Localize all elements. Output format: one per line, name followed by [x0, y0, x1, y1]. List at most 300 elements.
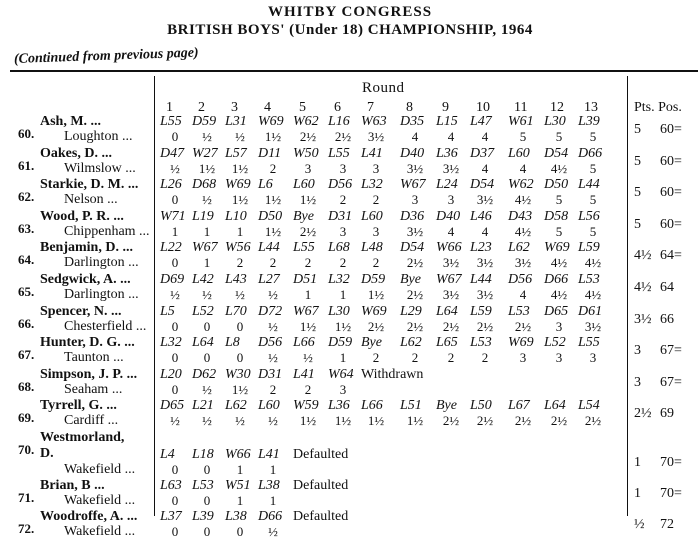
- points-total: 1: [634, 485, 641, 501]
- running-score: 4: [481, 129, 489, 144]
- running-score: 2½: [476, 413, 494, 429]
- round-result: L8: [225, 335, 240, 351]
- running-score: 1½: [334, 318, 352, 334]
- running-score: 0: [236, 350, 244, 366]
- round-result: W69: [258, 114, 284, 129]
- final-position: 60=: [660, 153, 682, 169]
- round-result: L59: [470, 303, 492, 319]
- round-result: W64: [328, 366, 354, 382]
- round-result: L46: [470, 208, 492, 224]
- running-score: 3½: [584, 318, 602, 334]
- running-score: ½: [170, 413, 180, 429]
- round-number: 5: [299, 100, 306, 115]
- running-score: ½: [202, 129, 212, 144]
- running-score: 1: [203, 255, 211, 271]
- running-score: 2½: [299, 223, 317, 239]
- round-result: D36: [400, 208, 425, 224]
- running-score: 2: [372, 255, 380, 271]
- running-score: 2½: [442, 318, 460, 334]
- running-score: 0: [171, 255, 179, 271]
- round-result: L31: [225, 114, 247, 129]
- running-score: 3: [411, 192, 419, 208]
- player-name-cont: D.: [40, 446, 54, 461]
- round-result: L60: [258, 398, 280, 414]
- running-score: ½: [235, 287, 245, 302]
- round-result: L53: [508, 303, 530, 319]
- round-result: L30: [328, 303, 350, 319]
- running-score: 2: [269, 381, 277, 397]
- round-result: L56: [578, 208, 600, 224]
- round-result: D65: [544, 303, 569, 319]
- running-score: ½: [268, 524, 278, 540]
- round-result: L55: [578, 335, 600, 351]
- round-result: L54: [578, 398, 600, 414]
- running-score: 2: [339, 255, 347, 271]
- round-result: L26: [160, 177, 182, 193]
- running-score: ½: [268, 287, 278, 302]
- round-result: D56: [328, 177, 353, 193]
- running-score: 1½: [334, 413, 352, 429]
- round-result: L66: [293, 335, 315, 351]
- points-total: 3½: [634, 311, 652, 327]
- running-score: 4: [447, 129, 455, 144]
- round-result: L29: [400, 303, 422, 319]
- round-result: W62: [508, 177, 534, 193]
- round-result: W62: [293, 114, 319, 129]
- running-score: 1: [171, 223, 179, 239]
- player-town: Darlington ...: [64, 255, 139, 271]
- pts-pos-header: Pts. Pos.: [634, 100, 682, 115]
- running-score: 1: [203, 223, 211, 239]
- round-result: L47: [470, 114, 492, 129]
- round-result: L53: [192, 477, 214, 493]
- running-score: 0: [171, 462, 179, 477]
- round-result: L55: [160, 114, 182, 129]
- round-result: D40: [436, 208, 461, 224]
- round-result: L15: [436, 114, 458, 129]
- round-result: L62: [400, 335, 422, 351]
- final-position: 66: [660, 311, 674, 327]
- round-result: D69: [160, 272, 185, 287]
- running-score: 3½: [476, 192, 494, 208]
- running-score: 3: [304, 160, 312, 176]
- round-result: D56: [258, 335, 283, 351]
- running-score: 3½: [476, 287, 494, 302]
- player-number: 62.: [18, 189, 35, 205]
- final-position: 64=: [660, 248, 682, 264]
- round-result: Bye: [400, 272, 421, 287]
- running-score: 1½: [299, 192, 317, 208]
- points-total: 3: [634, 343, 641, 359]
- running-score: 0: [171, 318, 179, 334]
- player-number: 63.: [18, 220, 35, 236]
- round-result: D59: [192, 114, 217, 129]
- running-score: ½: [235, 129, 245, 144]
- running-score: 1: [339, 287, 347, 302]
- player-number: 71.: [18, 489, 35, 505]
- round-result: L67: [508, 398, 530, 414]
- round-result: L62: [225, 398, 247, 414]
- player-name: Tyrrell, G. ...: [40, 398, 117, 414]
- round-result: L18: [192, 447, 214, 462]
- running-score: 3½: [406, 160, 424, 176]
- round-result: L16: [328, 114, 350, 129]
- running-score: 3: [589, 350, 597, 366]
- round-divider-right: [627, 76, 628, 516]
- round-result: L39: [192, 509, 214, 525]
- running-score: 1½: [264, 129, 282, 144]
- round-result: D50: [544, 177, 569, 193]
- player-town: Taunton ...: [64, 350, 124, 366]
- running-score: 5: [519, 129, 527, 144]
- running-score: 1: [269, 492, 277, 508]
- round-result: W56: [225, 240, 251, 256]
- points-total: 3: [634, 374, 641, 390]
- round-number: 7: [367, 100, 374, 115]
- points-total: 4½: [634, 248, 652, 264]
- running-score: 4½: [550, 287, 568, 302]
- round-number: 4: [264, 100, 271, 115]
- running-score: 2½: [334, 129, 352, 144]
- round-number: 3: [231, 100, 238, 115]
- points-total: 5: [634, 216, 641, 232]
- running-score: 3½: [367, 129, 385, 144]
- player-number: 68.: [18, 378, 35, 394]
- final-position: 64: [660, 280, 674, 295]
- running-score: 2: [339, 192, 347, 208]
- round-number: 2: [198, 100, 205, 115]
- round-result: D37: [470, 145, 495, 161]
- round-result: L48: [361, 240, 383, 256]
- round-result: D66: [578, 145, 603, 161]
- running-score: 4½: [514, 192, 532, 208]
- round-result: W63: [361, 114, 387, 129]
- running-score: 5: [589, 223, 597, 239]
- running-score: ½: [202, 287, 212, 302]
- round-result: Bye: [436, 398, 457, 414]
- points-total: 4½: [634, 280, 652, 295]
- round-result: L41: [293, 366, 315, 382]
- running-score: 4½: [550, 255, 568, 271]
- running-score: 2½: [442, 413, 460, 429]
- player-town: Wakefield ...: [64, 524, 136, 540]
- player-town: Nelson ...: [64, 192, 118, 208]
- round-result: L64: [544, 398, 566, 414]
- running-score: ½: [170, 160, 180, 176]
- round-result: L6: [258, 177, 273, 193]
- running-score: 4½: [514, 223, 532, 239]
- round-result: L52: [192, 303, 214, 319]
- round-result: L41: [361, 145, 383, 161]
- player-name: Benjamin, D. ...: [40, 240, 133, 256]
- running-score: 2½: [514, 413, 532, 429]
- round-result: D56: [508, 272, 533, 287]
- round-result: D54: [400, 240, 425, 256]
- running-score: ½: [268, 413, 278, 429]
- running-score: 2½: [406, 255, 424, 271]
- running-score: 4½: [584, 255, 602, 271]
- running-score: 0: [171, 350, 179, 366]
- running-score: 0: [203, 524, 211, 540]
- running-score: 1½: [198, 160, 216, 176]
- running-score: 4: [481, 223, 489, 239]
- running-score: 3½: [442, 287, 460, 302]
- running-score: 3: [339, 381, 347, 397]
- status-note: Defaulted: [293, 509, 349, 525]
- round-result: D40: [400, 145, 425, 161]
- player-name: Hunter, D. G. ...: [40, 335, 135, 351]
- running-score: 5: [589, 160, 597, 176]
- running-score: ½: [268, 318, 278, 334]
- running-score: 1½: [367, 413, 385, 429]
- running-score: 4: [519, 287, 527, 302]
- final-position: 67=: [660, 343, 682, 359]
- round-result: W69: [361, 303, 387, 319]
- player-name: Oakes, D. ...: [40, 145, 112, 161]
- round-result: W67: [400, 177, 426, 193]
- round-result: W30: [225, 366, 251, 382]
- round-result: L50: [470, 398, 492, 414]
- running-score: 2: [411, 350, 419, 366]
- round-result: L60: [361, 208, 383, 224]
- player-town: Cardiff ...: [64, 413, 119, 429]
- player-town: Seaham ...: [64, 381, 123, 397]
- running-score: ½: [202, 381, 212, 397]
- running-score: 1½: [299, 413, 317, 429]
- running-score: 0: [171, 524, 179, 540]
- round-result: D68: [192, 177, 217, 193]
- round-result: L44: [470, 272, 492, 287]
- round-result: W61: [508, 114, 534, 129]
- round-result: L5: [160, 303, 175, 319]
- round-divider-left: [154, 76, 155, 516]
- running-score: 4½: [550, 160, 568, 176]
- running-score: 2: [372, 350, 380, 366]
- player-name: Starkie, D. M. ...: [40, 177, 139, 193]
- player-name: Wood, P. R. ...: [40, 208, 124, 224]
- round-result: L64: [192, 335, 214, 351]
- running-score: 2½: [550, 413, 568, 429]
- running-score: 2½: [584, 413, 602, 429]
- round-result: L22: [160, 240, 182, 256]
- running-score: 4: [411, 129, 419, 144]
- round-result: L39: [578, 114, 600, 129]
- round-result: L24: [436, 177, 458, 193]
- running-score: 0: [171, 492, 179, 508]
- round-number: 10: [476, 100, 490, 115]
- round-result: D65: [160, 398, 185, 414]
- round-result: W69: [225, 177, 251, 193]
- player-town: Chippenham ...: [64, 223, 150, 239]
- player-name: Woodroffe, A. ...: [40, 509, 138, 525]
- running-score: ½: [170, 287, 180, 302]
- round-result: L42: [192, 272, 214, 287]
- running-score: 0: [203, 350, 211, 366]
- round-result: L66: [361, 398, 383, 414]
- status-note: Defaulted: [293, 447, 349, 462]
- running-score: 5: [555, 129, 563, 144]
- player-name: Ash, M. ...: [40, 114, 102, 129]
- round-result: W67: [436, 272, 462, 287]
- running-score: 0: [203, 492, 211, 508]
- round-result: W67: [192, 240, 218, 256]
- running-score: 1½: [231, 381, 249, 397]
- points-total: 1: [634, 455, 641, 470]
- running-score: 3: [339, 223, 347, 239]
- player-name: Westmorland,: [40, 430, 125, 445]
- round-result: L32: [328, 272, 350, 287]
- player-town: Wakefield ...: [64, 462, 136, 477]
- running-score: 1½: [231, 192, 249, 208]
- round-result: W71: [160, 208, 186, 224]
- header-rule: [10, 70, 698, 72]
- round-number: 6: [334, 100, 341, 115]
- running-score: 1: [236, 223, 244, 239]
- points-total: 5: [634, 185, 641, 201]
- round-result: L52: [544, 335, 566, 351]
- running-score: 5: [589, 129, 597, 144]
- continued-note: (Continued from previous page): [13, 45, 199, 67]
- round-result: D54: [544, 145, 569, 161]
- round-result: L53: [470, 335, 492, 351]
- status-note: Withdrawn: [361, 366, 424, 382]
- running-score: 2½: [406, 287, 424, 302]
- round-result: L65: [436, 335, 458, 351]
- running-score: 4½: [584, 287, 602, 302]
- round-result: D51: [293, 272, 318, 287]
- round-result: D54: [470, 177, 495, 193]
- running-score: 3½: [476, 255, 494, 271]
- running-score: 2: [372, 192, 380, 208]
- running-score: 2½: [406, 318, 424, 334]
- round-header: Round: [362, 80, 405, 96]
- running-score: 3: [519, 350, 527, 366]
- round-result: L23: [470, 240, 492, 256]
- round-result: L55: [328, 145, 350, 161]
- running-score: 0: [203, 318, 211, 334]
- round-result: Bye: [293, 208, 314, 224]
- player-number: 66.: [18, 315, 35, 331]
- player-number: 67.: [18, 347, 35, 363]
- round-result: W51: [225, 477, 251, 493]
- round-number: 9: [442, 100, 449, 115]
- round-result: L27: [258, 272, 280, 287]
- round-result: L36: [436, 145, 458, 161]
- round-result: D11: [258, 145, 282, 161]
- running-score: 2½: [367, 318, 385, 334]
- running-score: 0: [236, 524, 244, 540]
- round-result: W66: [225, 447, 251, 462]
- running-score: 1½: [231, 160, 249, 176]
- running-score: ½: [303, 350, 313, 366]
- player-name: Sedgwick, A. ...: [40, 272, 131, 287]
- running-score: 3: [555, 318, 563, 334]
- running-score: 2½: [514, 318, 532, 334]
- round-result: L32: [160, 335, 182, 351]
- running-score: 1: [269, 462, 277, 477]
- round-result: L62: [508, 240, 530, 256]
- player-name: Spencer, N. ...: [40, 303, 122, 319]
- running-score: 4: [519, 160, 527, 176]
- round-result: L21: [192, 398, 214, 414]
- round-result: L64: [436, 303, 458, 319]
- running-score: 2: [269, 255, 277, 271]
- round-result: L4: [160, 447, 175, 462]
- round-result: D31: [258, 366, 283, 382]
- running-score: 2: [236, 255, 244, 271]
- player-number: 72.: [18, 521, 35, 537]
- running-score: 0: [171, 129, 179, 144]
- round-result: W59: [293, 398, 319, 414]
- running-score: 3: [372, 223, 380, 239]
- round-result: W27: [192, 145, 218, 161]
- round-result: D62: [192, 366, 217, 382]
- round-result: L60: [508, 145, 530, 161]
- running-score: 1: [236, 462, 244, 477]
- running-score: 1½: [264, 223, 282, 239]
- round-result: D50: [258, 208, 283, 224]
- round-result: L36: [328, 398, 350, 414]
- running-score: 2: [481, 350, 489, 366]
- player-number: 64.: [18, 252, 35, 268]
- points-total: 2½: [634, 406, 652, 422]
- round-result: L44: [578, 177, 600, 193]
- round-result: D59: [361, 272, 386, 287]
- running-score: 4: [447, 223, 455, 239]
- running-score: 2½: [476, 318, 494, 334]
- final-position: 70=: [660, 455, 682, 470]
- running-score: 1½: [367, 287, 385, 302]
- round-result: L20: [160, 366, 182, 382]
- status-note: Defaulted: [293, 477, 349, 493]
- round-result: L38: [225, 509, 247, 525]
- round-result: L68: [328, 240, 350, 256]
- round-result: L53: [578, 272, 600, 287]
- round-result: W67: [293, 303, 319, 319]
- player-number: 69.: [18, 410, 35, 426]
- round-result: L19: [192, 208, 214, 224]
- round-result: W66: [436, 240, 462, 256]
- round-result: L51: [400, 398, 422, 414]
- running-score: 1½: [299, 318, 317, 334]
- round-result: L30: [544, 114, 566, 129]
- round-result: L38: [258, 477, 280, 493]
- round-result: L44: [258, 240, 280, 256]
- round-result: L60: [293, 177, 315, 193]
- round-result: L10: [225, 208, 247, 224]
- running-score: 2½: [299, 129, 317, 144]
- round-result: L41: [258, 447, 280, 462]
- running-score: 4: [481, 160, 489, 176]
- round-result: D59: [328, 335, 353, 351]
- round-result: D72: [258, 303, 283, 319]
- round-result: D31: [328, 208, 353, 224]
- round-result: D43: [508, 208, 533, 224]
- page-subtitle: BRITISH BOYS' (Under 18) CHAMPIONSHIP, 1964: [167, 22, 533, 38]
- round-result: L63: [160, 477, 182, 493]
- running-score: 2: [447, 350, 455, 366]
- round-result: D47: [160, 145, 185, 161]
- player-name: Simpson, J. P. ...: [40, 366, 138, 382]
- running-score: ½: [268, 350, 278, 366]
- final-position: 70=: [660, 485, 682, 501]
- running-score: ½: [202, 413, 212, 429]
- round-result: D58: [544, 208, 569, 224]
- player-number: 65.: [18, 284, 35, 299]
- final-position: 60=: [660, 185, 682, 201]
- running-score: 3½: [442, 255, 460, 271]
- final-position: 60=: [660, 216, 682, 232]
